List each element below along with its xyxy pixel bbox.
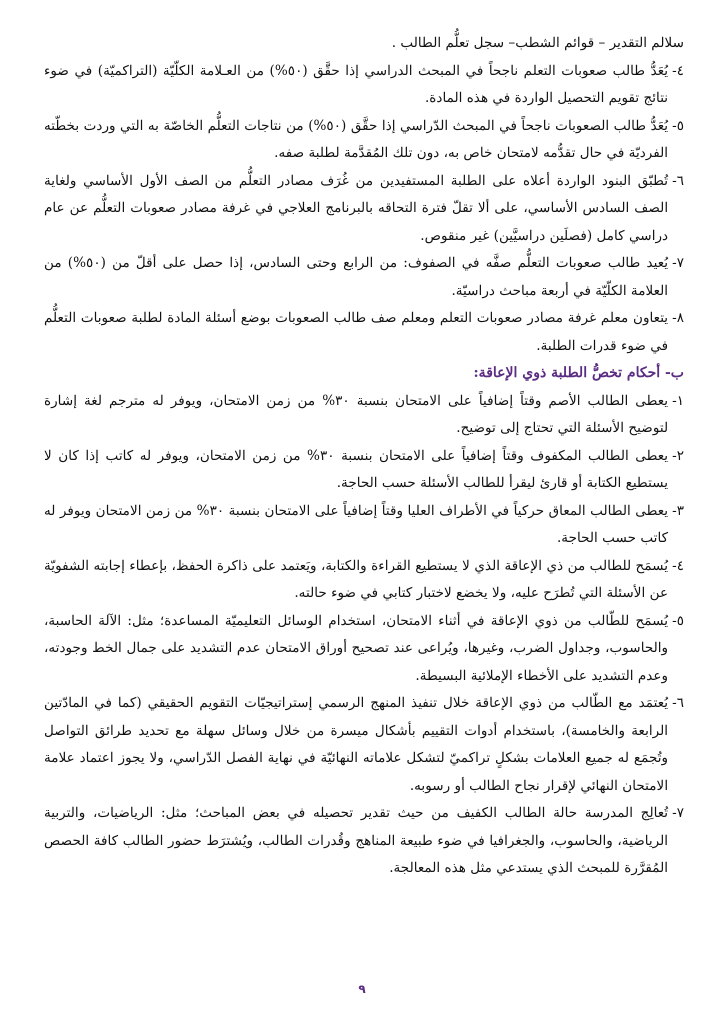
list-item	[44, 250, 684, 305]
item-number: ٤-	[672, 557, 684, 574]
list-item	[44, 168, 684, 251]
item-text: يُعَدُّ طالب صعوبات التعلم ناجحاً في المبحث الدراسي إذا حقَّق (٥٠%) من العـلامة الكلّيّة (التراكميّة) في ضوء نتائج تقويم التحصيل الواردة في هذه المادة.	[44, 62, 669, 106]
list-item	[44, 498, 684, 553]
section-b-heading: ب- أحكام تخصُّ الطلبة ذوي الإعاقة:	[473, 365, 684, 381]
document-page	[44, 30, 684, 883]
item-number: ٥-	[672, 117, 684, 134]
intro-line: سلالم التقدير – قوائم الشطب– سجل تعلُّم الطالب .	[391, 35, 684, 51]
section-b-list	[44, 388, 684, 883]
item-number: ١-	[672, 392, 684, 409]
item-number: ٨-	[672, 310, 684, 326]
item-text: يعطى الطالب الأصم وقتاً إضافياً على الامتحان بنسبة ٣٠% من زمن الامتحان، ويوفر له مترجم لغة إشارة لتوضيح الأسئلة التي تحتاج إلى توضيح.	[44, 392, 669, 436]
item-text: يُسمَح للطالب من ذي الإعاقة الذي لا يستطيع القراءة والكتابة، ويَعتمد على ذاكرة الحفظ، بإعطاء إجابته الشفويّة عن الأسئلة التي تُطرَح عليه، ولا يخضع لاختبار كتابي في ضوء حالته.	[44, 557, 669, 601]
item-text: يعطى الطالب المكفوف وقتاً إضافياً على الامتحان بنسبة ٣٠% من زمن الامتحان، ويوفر له كاتب إذا كان لا يستطيع الكتابة أو قارئ ليقرأ للطالب الأسئلة حسب الحاجة.	[44, 447, 669, 491]
section-a-list	[44, 58, 684, 361]
item-number: ٤-	[672, 62, 684, 79]
list-item	[44, 388, 684, 443]
list-item	[44, 113, 684, 168]
item-number: ٣-	[672, 502, 684, 519]
item-text: يُسمَح للطّالب من ذوي الإعاقة في أثناء الامتحان، استخدام الوسائل التعليميّة المساعدة؛ مثل: الآلة الحاسبة، والحاسوب، وجداول الضرب، وغيرها، ويُراعى عند تصحيح أوراق الامتحان عدم التشديد على جمال الخط وجودته، وعدم التشديد على الأخطاء الإملائية البسيطة.	[44, 612, 669, 684]
list-item	[44, 58, 684, 113]
list-item	[44, 553, 684, 608]
item-number: ٥-	[672, 612, 684, 629]
item-text: تُعالِج المدرسة حالة الطالب الكفيف من حيث تقدير تحصيله في بعض المباحث؛ مثل: الرياضيات، والتربية الرياضية، والحاسوب، والجغرافيا في ضوء طبيعة المناهج وقُدرات الطالب، ويُشترَط حضور الطالب كافة الحصص المُقرَّرة للمبحث الذي يستدعي مثل هذه المعالجة.	[44, 805, 669, 876]
item-number: ٦-	[672, 172, 684, 189]
item-number: ٦-	[672, 695, 684, 711]
item-text: يُعيد طالب صعوبات التعلُّم صفَّه في الصفوف: من الرابع وحتى السادس، إذا حصل على أقلّ من (٥٠%) من العلامة الكلّيّة في أربعة مباحث دراسيّة.	[44, 255, 669, 299]
list-item	[44, 690, 684, 800]
item-text: يعطى الطالب المعاق حركياً في الأطراف العليا وقتاً إضافياً على الامتحان بنسبة ٣٠% من زمن الامتحان ويوفر له كاتب حسب الحاجة.	[44, 502, 669, 546]
item-text: يُعَدُّ طالب الصعوبات ناجحاً في المبحث الدّراسي إذا حقَّق (٥٠%) من نتاجات التعلُّم الخاصّة به التي وردت بخطّته الفرديّة في حال تقدُّمه لامتحان خاص به، دون تلك المُقدَّمة لطلبة صفه.	[44, 117, 669, 161]
item-number: ٧-	[672, 805, 684, 821]
list-item	[44, 443, 684, 498]
item-text: تُطبّق البنود الواردة أعلاه على الطلبة المستفيدين من غُرَف مصادر التعلُّم من الصف الأول الأساسي ولغاية الصف السادس الأساسي، على ألا تقلّ فترة التحاقه بالبرنامج العلاجي في غرفة مصادر صعوبات التعلُّم عن عام دراسي كامل (فصلَين دراسيَّين) غير منقوص.	[44, 172, 669, 244]
item-number: ٢-	[672, 447, 684, 464]
item-text: يُعتمَد مع الطّالب من ذوي الإعاقة خلال تنفيذ المنهج الرسمي إستراتيجيّات التقويم الحقيقي (كما في المادّتين الرابعة والخامسة)، باستخدام أدوات التقييم بأشكال ميسرة من خلال وسائل سهلة مع تحديد طرائق التواصل وتُجمَع له جميع العلامات بشكلٍ تراكميّ لتشكل علاماته النهائيّة في نهاية الفصل الدّراسي، ولا يجوز اعتماد علامة الامتحان النهائي لإقرار نجاح الطالب أو رسوبه.	[44, 695, 669, 794]
item-text: يتعاون معلم غرفة مصادر صعوبات التعلم ومعلم صف طالب الصعوبات بوضع أسئلة المادة لطلبة صعوبات التعلُّم في ضوء قدرات الطلبة.	[44, 310, 669, 354]
item-number: ٧-	[672, 255, 684, 271]
list-item	[44, 800, 684, 883]
page-number: ٩	[358, 982, 366, 996]
list-item	[44, 608, 684, 691]
list-item	[44, 305, 684, 360]
